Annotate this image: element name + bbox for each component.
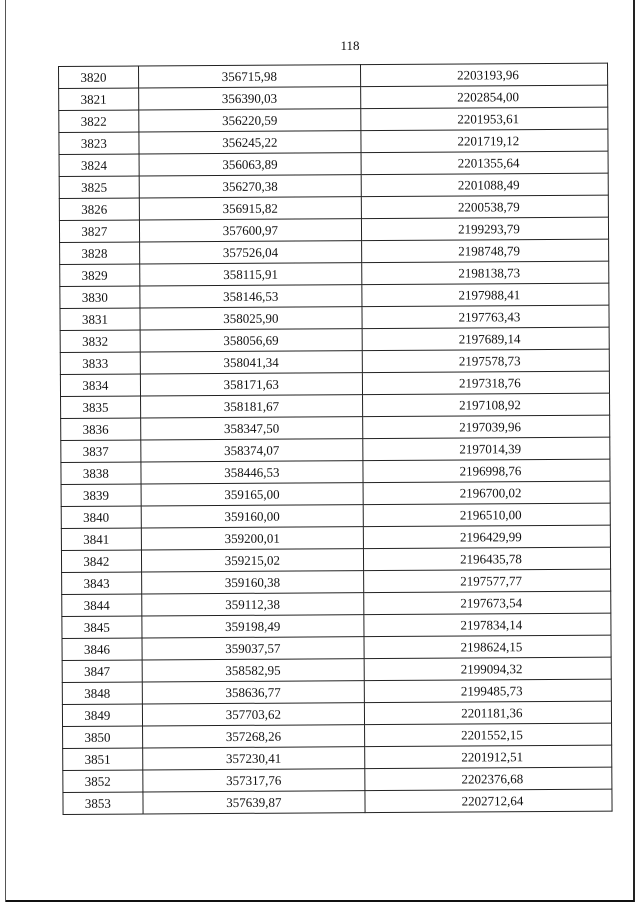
x-coordinate-cell: 356270,38 (139, 175, 361, 198)
x-coordinate-cell: 356390,03 (138, 87, 360, 110)
y-coordinate-cell: 2202854,00 (361, 85, 608, 109)
point-number-cell: 3827 (59, 220, 139, 242)
point-number-cell: 3849 (62, 704, 142, 726)
x-coordinate-cell: 359165,00 (141, 483, 363, 506)
x-coordinate-cell: 357639,87 (143, 791, 365, 814)
x-coordinate-cell: 358115,91 (139, 263, 361, 286)
x-coordinate-cell: 358025,90 (140, 307, 362, 330)
y-coordinate-cell: 2196998,76 (363, 459, 610, 483)
point-number-cell: 3845 (62, 616, 142, 638)
x-coordinate-cell: 357526,04 (139, 241, 361, 264)
y-coordinate-cell: 2197763,43 (362, 305, 609, 329)
x-coordinate-cell: 358446,53 (141, 461, 363, 484)
y-coordinate-cell: 2201719,12 (361, 129, 608, 153)
point-number-cell: 3824 (59, 154, 139, 176)
x-coordinate-cell: 358374,07 (141, 439, 363, 462)
point-number-cell: 3851 (63, 748, 143, 770)
x-coordinate-cell: 358146,53 (140, 285, 362, 308)
x-coordinate-cell: 359200,01 (141, 527, 363, 550)
point-number-cell: 3832 (60, 330, 140, 352)
point-number-cell: 3841 (61, 528, 141, 550)
point-number-cell: 3829 (60, 264, 140, 286)
coordinates-table-body (59, 63, 613, 814)
x-coordinate-cell: 356220,59 (139, 109, 361, 132)
x-coordinate-cell: 358181,67 (140, 395, 362, 418)
x-coordinate-cell: 358347,50 (140, 417, 362, 440)
point-number-cell: 3852 (63, 770, 143, 792)
y-coordinate-cell: 2201912,51 (365, 745, 612, 769)
point-number-cell: 3828 (60, 242, 140, 264)
y-coordinate-cell: 2198748,79 (361, 239, 608, 263)
x-coordinate-cell: 359215,02 (141, 549, 363, 572)
x-coordinate-cell: 359160,38 (141, 571, 363, 594)
point-number-cell: 3826 (59, 198, 139, 220)
coordinates-table (58, 63, 613, 815)
x-coordinate-cell: 357317,76 (143, 769, 365, 792)
point-number-cell: 3840 (61, 506, 141, 528)
y-coordinate-cell: 2197988,41 (362, 283, 609, 307)
x-coordinate-cell: 359112,38 (141, 593, 363, 616)
point-number-cell: 3835 (61, 396, 141, 418)
point-number-cell: 3844 (62, 594, 142, 616)
x-coordinate-cell: 357703,62 (142, 703, 364, 726)
y-coordinate-cell: 2201181,36 (364, 701, 611, 725)
y-coordinate-cell: 2196510,00 (363, 503, 610, 527)
y-coordinate-cell: 2198138,73 (362, 261, 609, 285)
x-coordinate-cell: 358171,63 (140, 373, 362, 396)
x-coordinate-cell: 356915,82 (139, 197, 361, 220)
page-right-edge (633, 0, 635, 902)
point-number-cell: 3820 (59, 66, 139, 88)
y-coordinate-cell: 2198624,15 (364, 635, 611, 659)
y-coordinate-cell: 2196435,78 (363, 547, 610, 571)
point-number-cell: 3833 (60, 352, 140, 374)
y-coordinate-cell: 2197689,14 (362, 327, 609, 351)
page-number: 118 (340, 38, 360, 53)
point-number-cell: 3838 (61, 462, 141, 484)
page-bottom-edge (6, 900, 634, 902)
point-number-cell: 3842 (61, 550, 141, 572)
point-number-cell: 3823 (59, 132, 139, 154)
y-coordinate-cell: 2203193,96 (360, 63, 607, 87)
point-number-cell: 3846 (62, 638, 142, 660)
point-number-cell: 3850 (63, 726, 143, 748)
point-number-cell: 3836 (61, 418, 141, 440)
x-coordinate-cell: 359198,49 (142, 615, 364, 638)
x-coordinate-cell: 359160,00 (141, 505, 363, 528)
point-number-cell: 3830 (60, 286, 140, 308)
x-coordinate-cell: 358582,95 (142, 659, 364, 682)
y-coordinate-cell: 2197039,96 (363, 415, 610, 439)
y-coordinate-cell: 2196429,99 (363, 525, 610, 549)
y-coordinate-cell: 2199094,32 (364, 657, 611, 681)
point-number-cell: 3822 (59, 110, 139, 132)
y-coordinate-cell: 2201088,49 (361, 173, 608, 197)
point-number-cell: 3848 (62, 682, 142, 704)
x-coordinate-cell: 356245,22 (139, 131, 361, 154)
point-number-cell: 3831 (60, 308, 140, 330)
x-coordinate-cell: 358636,77 (142, 681, 364, 704)
y-coordinate-cell: 2196700,02 (363, 481, 610, 505)
y-coordinate-cell: 2201355,64 (361, 151, 608, 175)
y-coordinate-cell: 2197834,14 (364, 613, 611, 637)
point-number-cell: 3853 (63, 792, 143, 814)
y-coordinate-cell: 2197673,54 (364, 591, 611, 615)
point-number-cell: 3847 (62, 660, 142, 682)
y-coordinate-cell: 2201953,61 (361, 107, 608, 131)
point-number-cell: 3839 (61, 484, 141, 506)
y-coordinate-cell: 2197014,39 (363, 437, 610, 461)
x-coordinate-cell: 357600,97 (139, 219, 361, 242)
point-number-cell: 3825 (59, 176, 139, 198)
x-coordinate-cell: 356063,89 (139, 153, 361, 176)
y-coordinate-cell: 2199293,79 (361, 217, 608, 241)
y-coordinate-cell: 2200538,79 (361, 195, 608, 219)
point-number-cell: 3837 (61, 440, 141, 462)
y-coordinate-cell: 2202712,64 (365, 789, 612, 813)
table-row (63, 789, 612, 814)
y-coordinate-cell: 2197318,76 (362, 371, 609, 395)
x-coordinate-cell: 357268,26 (142, 725, 364, 748)
y-coordinate-cell: 2199485,73 (364, 679, 611, 703)
x-coordinate-cell: 357230,41 (142, 747, 364, 770)
x-coordinate-cell: 356715,98 (138, 65, 360, 88)
page-left-edge (5, 0, 6, 902)
y-coordinate-cell: 2201552,15 (364, 723, 611, 747)
x-coordinate-cell: 358056,69 (140, 329, 362, 352)
point-number-cell: 3834 (60, 374, 140, 396)
point-number-cell: 3821 (59, 88, 139, 110)
y-coordinate-cell: 2197108,92 (362, 393, 609, 417)
point-number-cell: 3843 (62, 572, 142, 594)
x-coordinate-cell: 358041,34 (140, 351, 362, 374)
y-coordinate-cell: 2197578,73 (362, 349, 609, 373)
y-coordinate-cell: 2202376,68 (365, 767, 612, 791)
x-coordinate-cell: 359037,57 (142, 637, 364, 660)
y-coordinate-cell: 2197577,77 (363, 569, 610, 593)
